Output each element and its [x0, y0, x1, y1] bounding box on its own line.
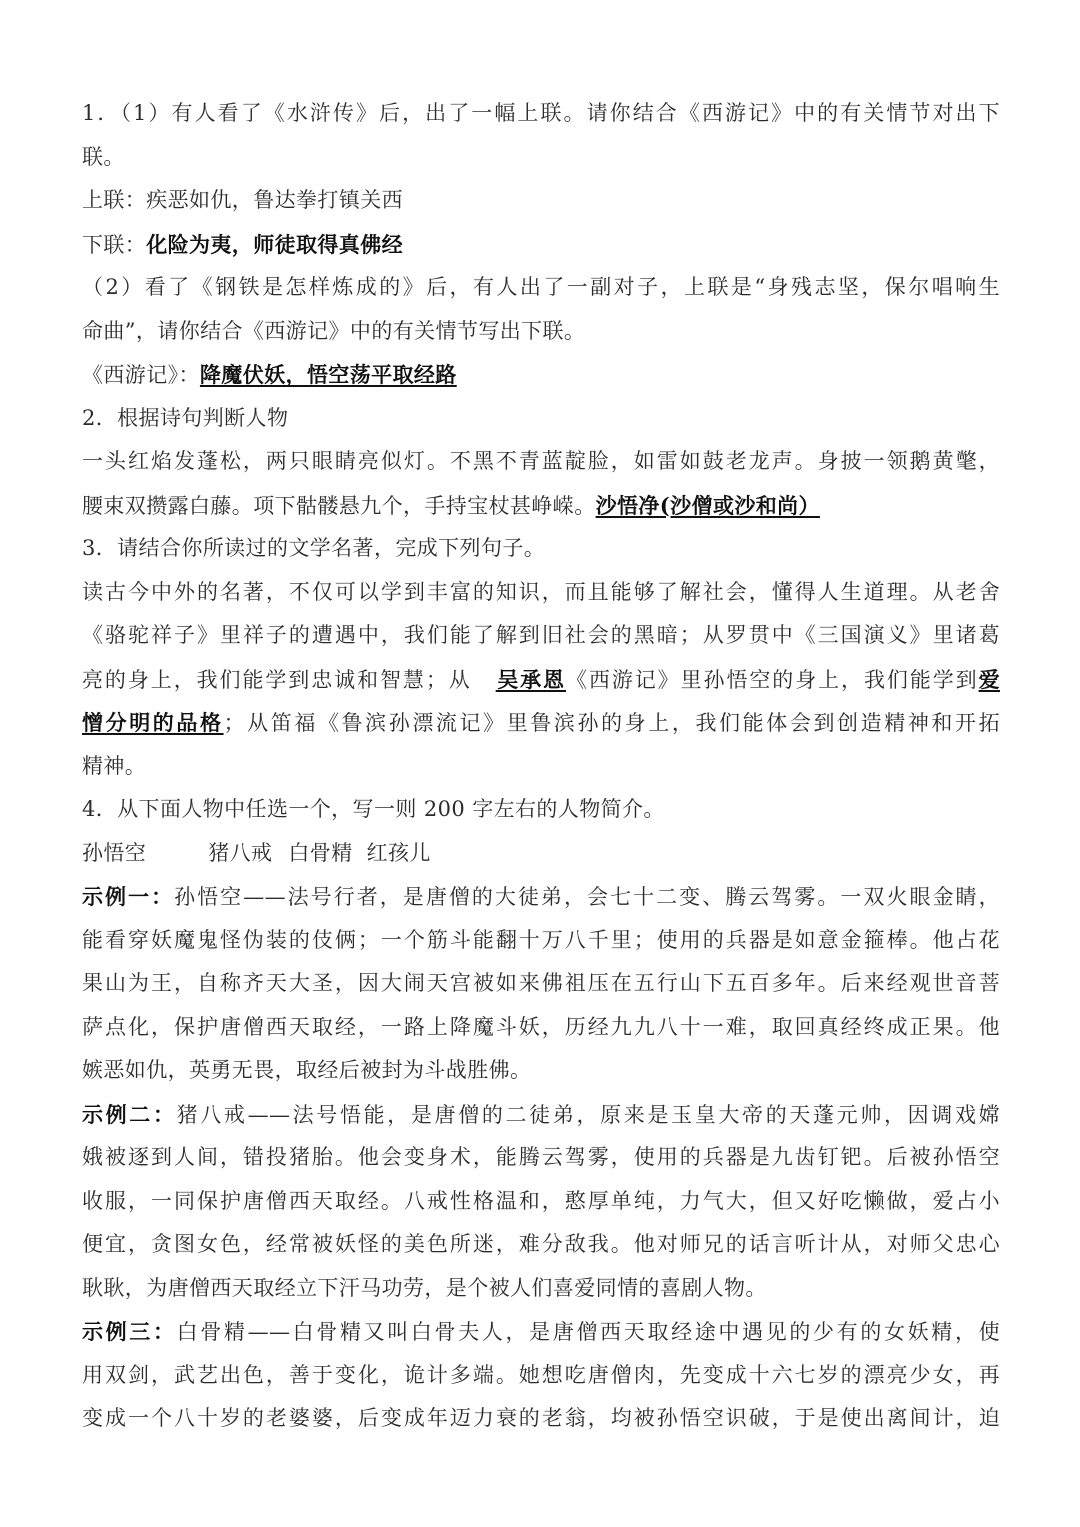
q4-example-2-line-5: 耿耿，为唐僧西天取经立下汗马功劳，是个被人们喜爱同情的喜剧人物。 [82, 1275, 767, 1300]
q2-title: 2．根据诗句判断人物 [82, 405, 289, 430]
q1-sub2-line-1: （2）看了《钢铁是怎样炼成的》后，有人出了一副对子，上联是“身残志坚，保尔唱响生 [82, 275, 1000, 299]
q4-example-3-line-1 [82, 1310, 1000, 1354]
q2-poem-line-1: 一头红焰发蓬松，两只眼睛亮似灯。不黑不青蓝靛脸，如雷如鼓老龙声。身披一领鹅黄氅， [82, 449, 1000, 473]
q3-line-3-c: 《西游记》里孙悟空的身上，我们能学到 [565, 667, 979, 692]
q4-example-1-line-4: 萨点化，保护唐僧西天取经，一路上降魔斗妖，历经九九八十一难，取回真经终成正果。他 [82, 1014, 1000, 1039]
q1-sub2-answer-line [82, 353, 1000, 397]
q3-line-4 [82, 701, 1000, 745]
q2-answer: 沙悟净(沙僧或沙和尚） [595, 492, 820, 518]
q4-name-list [82, 832, 1000, 876]
q4-name-3: 白骨精 [288, 840, 353, 865]
q1-lower-label: 下联： [82, 232, 147, 257]
q4-example-3-line-3: 变成一个八十岁的老婆婆，后变成年迈力衰的老翁，均被孙悟空识破，于是使出离间计，迫 [82, 1406, 1000, 1430]
q4-example-2-line-4: 便宜，贪图女色，经常被妖怪的美色所迷，难分敌我。他对师兄的话言听计从，对师父忠心 [82, 1232, 1000, 1256]
q4-title: 4．从下面人物中任选一个，写一则 200 字左右的人物简介。 [82, 797, 665, 821]
q3-line-5: 精神。 [82, 753, 147, 778]
q3-title: 3．请结合你所读过的文学名著，完成下列句子。 [82, 536, 546, 560]
q1-lower-couplet [82, 223, 1000, 267]
q4-example-1-line-3: 果山为王，自称齐天大圣，因大闹天宫被如来佛祖压在五行山下五百多年。后来经观世音菩 [82, 971, 1000, 995]
q1-sub2-answer: 降魔伏妖，悟空荡平取经路 [199, 362, 457, 387]
q4-example-3-line-2: 用双剑，武艺出色，善于变化，诡计多端。她想吃唐僧肉，先变成十六七岁的漂亮少女，再 [82, 1362, 1000, 1387]
q2-poem-text: 腰束双攒露白藤。项下骷髅悬九个，手持宝杖甚峥嵘。 [82, 493, 596, 518]
q3-line-1: 读古今中外的名著，不仅可以学到丰富的知识，而且能够了解社会，懂得人生道理。从老舍 [82, 579, 1000, 604]
q4-example-3-label: 示例三： [82, 1319, 177, 1344]
q2-poem-line-2 [82, 484, 1000, 528]
q4-name-4: 红孩儿 [366, 840, 431, 865]
q4-example-2-text-1: 猪八戒——法号悟能，是唐僧的二徒弟，原来是玉皇大帝的天蓬元帅，因调戏嫦 [176, 1102, 1000, 1127]
q3-line-3 [82, 658, 1000, 702]
q4-example-1-label: 示例一： [82, 884, 175, 909]
q3-line-3-a: 亮的身上，我们能学到忠诚和智慧；从 [82, 667, 472, 692]
q4-example-3-text-1: 白骨精——白骨精又叫白骨夫人，是唐僧西天取经途中遇见的少有的女妖精，使 [176, 1320, 1000, 1344]
q4-example-1-line-2: 能看穿妖魔鬼怪伪装的伎俩；一个筋斗能翻十万八千里；使用的兵器是如意金箍棒。他占花 [82, 927, 1000, 952]
q1-lower-answer: 化险为夷，师徒取得真佛经 [146, 231, 404, 257]
q1-line-2: 联。 [82, 144, 125, 169]
q4-example-1-line-1 [82, 875, 1000, 919]
q4-example-2-line-3: 收服，一同保护唐僧西天取经。八戒性格温和，憨厚单纯，力气大，但又好吃懒做，爱占小 [82, 1188, 1000, 1213]
q3-answer-author: 吴承恩 [495, 666, 566, 692]
q3-answer-trait-end: 憎分明的品格 [82, 710, 224, 735]
document-page [82, 92, 1000, 1441]
q1-sub2-label: 《西游记》： [82, 363, 200, 387]
q4-example-1-text-1: 孙悟空——法号行者，是唐僧的大徒弟，会七十二变、腾云驾雾。一双火眼金睛， [174, 885, 1000, 909]
q3-line-2: 《骆驼祥子》里祥子的遭遇中，我们能了解到旧社会的黑暗；从罗贯中《三国演义》里诸葛 [82, 623, 1000, 647]
q4-example-2-line-1 [82, 1093, 1000, 1137]
q4-example-2-line-2: 娥被逐到人间，错投猪胎。他会变身术，能腾云驾雾，使用的兵器是九齿钉钯。后被孙悟空 [82, 1145, 1000, 1169]
q4-name-1: 孙悟空 [82, 840, 147, 865]
q1-sub2-line-2: 命曲”，请你结合《西游记》中的有关情节写出下联。 [82, 318, 586, 343]
q4-example-1-line-5: 嫉恶如仇，英勇无畏，取经后被封为斗战胜佛。 [82, 1058, 532, 1082]
q3-answer-trait-start: 爱 [978, 666, 1000, 692]
q4-name-2: 猪八戒 [208, 840, 273, 865]
q3-line-4-b: ；从笛福《鲁滨孙漂流记》里鲁滨孙的身上，我们能体会到创造精神和开拓 [223, 711, 1000, 735]
q1-line-1: 1．（1）有人看了《水浒传》后，出了一幅上联。请你结合《西游记》中的有关情节对出下 [82, 101, 1000, 125]
q1-upper-couplet: 上联：疾恶如仇，鲁达拳打镇关西 [82, 188, 403, 212]
q4-example-2-label: 示例二： [82, 1101, 177, 1127]
